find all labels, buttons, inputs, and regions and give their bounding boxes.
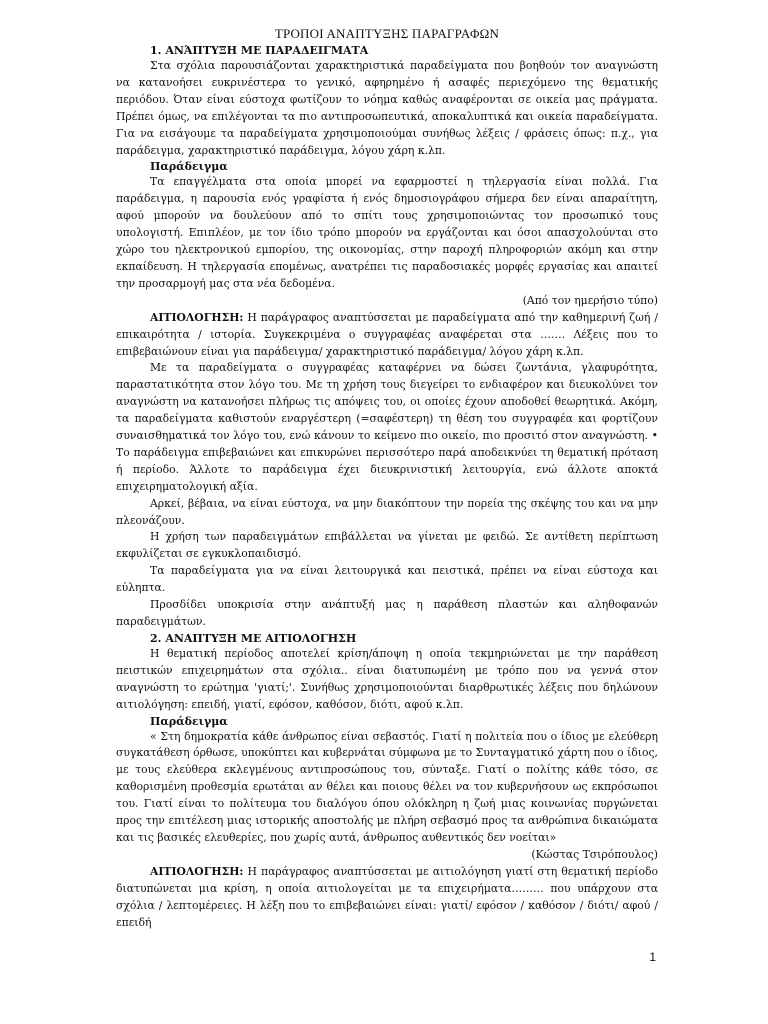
section-1-paragraph-2: Αρκεί, βέβαια, να είναι εύστοχα, να μην διακόπτουν την πορεία της σκέψης του και να μην πλεονάζουν. — [116, 496, 658, 527]
section-2-heading: 2. ΑΝΑΠΤΥΞΗ ΜΕ ΑΙΤΙΟΛΟΓΗΣΗ — [150, 631, 357, 645]
section-1-example-label: Παράδειγμα — [150, 160, 228, 174]
page-number: 1 — [649, 950, 656, 964]
section-1-paragraph-5: Προσδίδει υποκρισία στην ανάπτυξή μας η παράθεση πλαστών και αληθοφανών παραδειγμάτων. — [116, 598, 658, 628]
section-1-intro: Στα σχόλια παρουσιάζονται χαρακτηριστικά παραδείγματα που βοηθούν τον αναγνώστη να κατανοήσει ευκρινέστερα το γενικό, αφηρημένο ή ασαφές περιεχόμενο της θεματικής περιόδου. Όταν είναι εύστοχα φωτίζουν το νόημα καθώς αναφέρονται σε οικεία μας πράγματα. Πρέπει όμως, να επιλέγονται τα πιο αντιπροσωπευτικά, αποκαλυπτικά και οικεία παραδείγματα. Για να εισάγουμε τα παραδείγματα χρησιμοποιούμαι συνήθως λέξεις / φράσεις όπως: π.χ., για παράδειγμα, χαρακτηριστικό παράδειγμα, λόγου χάρη κ.λπ. — [116, 59, 658, 157]
section-1-source: (Από τον ημερήσιο τύπο) — [522, 293, 658, 307]
justification-text: Η παράγραφος αναπτύσσεται με αιτιολόγηση γιατί στη θεματική περίοδο διατυπώνεται μια κρίση, η οποία αιτιολογείται με τα επιχειρήματα……… που υπάρχουν στα σχόλια / λεπτομέρειες. Η λέξη που το επιβεβαιώνει είναι: γιατί/ εφόσον / καθόσον / διότι/ αφού /επειδή — [116, 864, 658, 929]
section-1-paragraph-4: Τα παραδείγματα για να είναι λειτουργικά και πειστικά, πρέπει να είναι εύστοχα και εύληπτα. — [116, 564, 658, 595]
section-2-intro: Η θεματική περίοδος αποτελεί κρίση/άποψη η οποία τεκμηριώνεται με την παράθεση πειστικών επιχειρημάτων στα σχόλια.. είναι διατυπωμένη με τρόπο που να γεννά στον αναγνώστη το ερώτημα 'γιατί;'. Συνήθως χρησιμοποιούνται διαρθρωτικές λέξεις που δηλώνουν αιτιολόγηση: επειδή, γιατί, εφόσον, καθόσον, διότι, αφού κ.λπ. — [116, 646, 658, 711]
section-1-justification — [116, 310, 658, 361]
justification-label: ΑΙΤΙΟΛΟΓΗΣΗ: — [150, 310, 244, 324]
section-2-example-label: Παράδειγμα — [150, 714, 228, 728]
section-1-paragraph-3: Η χρήση των παραδειγμάτων επιβάλλεται να γίνεται με φειδώ. Σε αντίθετη περίπτωση εκφυλίζεται σε εγκυκλοπαιδισμό. — [116, 530, 658, 561]
section-2-source: (Κώστας Τσιρόπουλος) — [531, 847, 658, 861]
section-1-example: Τα επαγγέλματα στα οποία μπορεί να εφαρμοστεί η τηλεργασία είναι πολλά. Για παράδειγμα, η παρουσία ενός γραφίστα ή ενός δημοσιογράφου σήμερα δεν είναι απαραίτητη, αφού μπορούν να δουλεύουν από το σπίτι τους χρησιμοποιώντας τον προσωπικό τους υπολογιστή. Επιπλέον, με τον ίδιο τρόπο μπορούν να εργάζονται και όσοι απασχολούνται στο χώρο του ηλεκτρονικού εμπορίου, της οικονομίας, στην παροχή πληροφοριών ακόμη και στην εκπαίδευση. Η τηλεργασία επομένως, ανατρέπει τις παραδοσιακές μορφές εργασίας και απαιτεί την προσαρμογή μας στα νέα δεδομένα. — [116, 175, 658, 290]
justification-text: Η παράγραφος αναπτύσσεται με παραδείγματα από την καθημερινή ζωή / επικαιρότητα / ιστορία. Συγκεκριμένα ο συγγραφέας αναφέρεται στα ……. Λέξεις που το επιβεβαιώνουν είναι για παράδειγμα/ χαρακτηριστικό παράδειγμα/ λόγου χάρη κ.λπ. — [116, 310, 658, 358]
section-1-heading: 1. ΑΝΆΠΤΥΞΗ ΜΕ ΠΑΡΑΔΕΙΓΜΑΤΑ — [150, 44, 369, 57]
section-1-paragraph-1: Με τα παραδείγματα ο συγγραφέας καταφέρνει να δώσει ζωντάνια, γλαφυρότητα, παραστατικότητα στον λόγο του. Με τη χρήση τους διεγείρει το ενδιαφέρον και διευκολύνει τον αναγνώστη να κατανοήσει πλήρως τις απόψεις του, οι οποίες έχουν αποδοθεί θεωρητικά. Ακόμη, τα παραδείγματα καθιστούν εναργέστερη (=σαφέστερη) τη θέση του συγγραφέα και φορτίζουν συναισθηματικά τον λόγο του, ενώ κάνουν το κείμενο πιο οικείο, πιο προσιτό στον αναγνώστη. • Το παράδειγμα επιβεβαιώνει και επικυρώνει περισσότερο παρά αποδεικνύει τη θεματική πρόταση ή περίοδο. Άλλοτε το παράδειγμα έχει διευκρινιστική λειτουργία, ενώ άλλοτε αποκτά επιχειρηματολογική αξία. — [116, 361, 658, 493]
document-title: ΤΡΟΠΟΙ ΑΝΑΠΤΥΞΗΣ ΠΑΡΑΓΡΑΦΩΝ — [274, 26, 500, 41]
section-2-example: « Στη δημοκρατία κάθε άνθρωπος είναι σεβαστός. Γιατί η πολιτεία που ο ίδιος με ελεύθερη συγκατάθεση όρθωσε, υποκύπτει και κυβερνάται σύμφωνα με το Συνταγματικό χάρτη που ο ίδιος, με τους ελεύθερα εκλεγμένους αντιπροσώπους του, σύνταξε. Γιατί ο πολίτης κάθε τόσο, σε καθορισμένη προθεσμία ερωτάται αν θέλει και ποιους θέλει να τον κυβερνήσουν ως εκπρόσωποι του. Γιατί είναι το πολίτευμα του διαλόγου όπου ολόκληρη η ζωή μιας κοινωνίας πυργώνεται προς την επιτέλεση μιας ιστορικής αποστολής με πλήρη σεβασμό προς τα ανθρώπινα δικαιώματα και τις βασικές ελευθερίες, που χωρίς αυτά, άνθρωπος αυθεντικός δεν νοείται» — [116, 729, 658, 844]
section-2-justification — [116, 864, 658, 932]
justification-label: ΑΙΤΙΟΛΟΓΗΣΗ: — [150, 864, 244, 878]
